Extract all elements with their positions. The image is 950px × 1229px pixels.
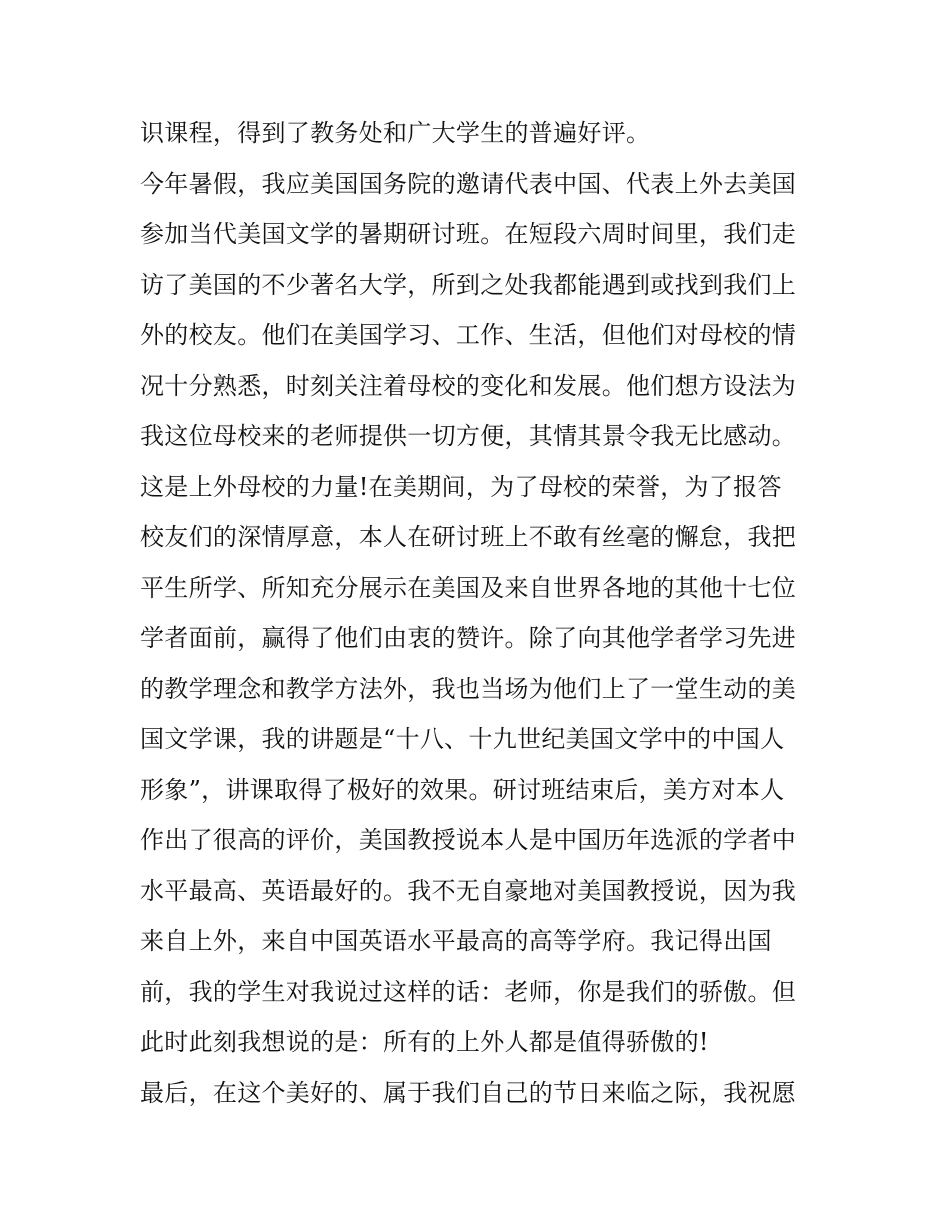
text-line: 学者面前，赢得了他们由衷的赞许。除了向其他学者学习先进 [140,624,797,652]
text-line: 识课程，得到了教务处和广大学生的普遍好评。 [140,119,651,147]
text-line: 平生所学、所知充分展示在美国及来自世界各地的其他十七位 [140,573,797,602]
text-line: 此时此刻我想说的是：所有的上外人都是值得骄傲的! [140,1028,709,1056]
text-line: 形象”，讲课取得了极好的效果。研讨班结束后，美方对本人 [140,775,785,804]
text-line: 前，我的学生对我说过这样的话：老师，你是我们的骄傲。但 [140,977,797,1006]
text-line: 参加当代美国文学的暑期研讨班。在短段六周时间里，我们走 [140,220,797,248]
text-line: 外的校友。他们在美国学习、工作、生活，但他们对母校的情 [140,321,797,349]
text-line: 这是上外母校的力量!在美期间，为了母校的荣誉，为了报答 [140,472,782,501]
text-line: 作出了很高的评价，美国教授说本人是中国历年选派的学者中 [140,826,797,854]
text-line: 访了美国的不少著名大学，所到之处我都能遇到或找到我们上 [140,270,797,299]
text-line: 今年暑假，我应美国国务院的邀请代表中国、代表上外去美国 [140,169,797,198]
text-line: 的教学理念和教学方法外，我也当场为他们上了一堂生动的美 [140,674,797,703]
text-line: 国文学课，我的讲题是“十八、十九世纪美国文学中的中国人 [140,725,785,753]
text-line: 来自上外，来自中国英语水平最高的高等学府。我记得出国 [140,927,772,955]
text-line: 最后，在这个美好的、属于我们自己的节日来临之际，我祝愿 [140,1078,797,1107]
text-line: 我这位母校来的老师提供一切方便，其情其景令我无比感动。 [140,422,797,450]
text-line: 校友们的深情厚意，本人在研讨班上不敢有丝毫的懈怠，我把 [140,523,797,551]
body-text [140,108,830,1118]
text-line: 水平最高、英语最好的。我不无自豪地对美国教授说，因为我 [140,876,797,905]
text-line: 况十分熟悉，时刻关注着母校的变化和发展。他们想方设法为 [140,371,797,400]
